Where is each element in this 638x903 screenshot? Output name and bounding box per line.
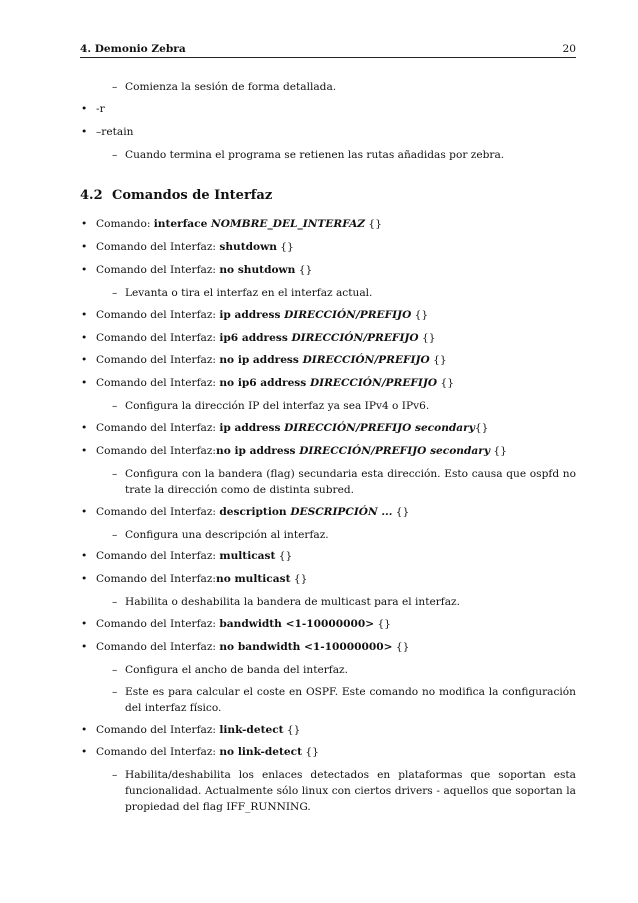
item-prefix: Comando del Interfaz: xyxy=(96,377,220,390)
sub-item xyxy=(80,595,576,611)
command-argument: NOMBRE_DEL_INTERFAZ xyxy=(211,218,366,231)
dash-icon: – xyxy=(112,685,118,698)
item-prefix: Comando: xyxy=(96,218,154,231)
command-argument: DIRECCIÓN/PREFIJO xyxy=(291,331,419,344)
command-keyword: interface xyxy=(153,218,212,231)
item-suffix: {} xyxy=(392,505,410,518)
command-argument: DIRECCIÓN/PREFIJO secondary xyxy=(284,422,475,435)
item-text: -r xyxy=(96,102,105,115)
item-prefix: Comando del Interfaz: xyxy=(96,331,220,344)
item-suffix: {} xyxy=(295,263,313,276)
item-prefix: Comando del Interfaz: xyxy=(96,573,216,586)
item-prefix: Comando del Interfaz: xyxy=(96,505,220,518)
command-keyword: no ip address xyxy=(216,444,300,457)
item-prefix: Comando del Interfaz: xyxy=(96,640,220,653)
command-keyword: no bandwidth <1-10000000> xyxy=(219,640,393,653)
bullet-icon: • xyxy=(81,240,88,253)
sub-item-text: Configura el ancho de banda del interfaz. xyxy=(125,663,348,676)
dash-icon: – xyxy=(112,528,118,541)
list-item xyxy=(80,505,576,521)
sub-item xyxy=(80,467,576,499)
list-item xyxy=(80,572,576,588)
command-keyword: ip address xyxy=(219,422,285,435)
dash-icon: – xyxy=(112,596,118,609)
command-argument: DIRECCIÓN/PREFIJO xyxy=(309,377,438,390)
dash-icon: – xyxy=(112,400,118,413)
dash-icon: – xyxy=(112,663,118,676)
sub-item-text: Cuando termina el programa se retienen las rutas añadidas por zebra. xyxy=(125,148,505,161)
command-keyword: shutdown xyxy=(219,240,277,253)
page-content xyxy=(80,80,576,822)
item-suffix: {} xyxy=(365,218,382,231)
sub-item xyxy=(80,148,576,164)
list-item xyxy=(80,331,576,347)
option-list xyxy=(80,80,576,164)
sub-item-text: Este es para calcular el coste en OSPF. Este comando no modifica la configuración del interfaz físico. xyxy=(125,685,576,714)
list-item xyxy=(80,263,576,279)
dash-icon: – xyxy=(112,148,118,161)
sub-item-text: Comienza la sesión de forma detallada. xyxy=(125,81,337,93)
dash-icon: – xyxy=(112,286,118,299)
command-argument: DIRECCIÓN/PREFIJO xyxy=(302,354,430,367)
item-suffix: {} xyxy=(275,550,293,563)
bullet-icon: • xyxy=(81,550,88,563)
command-keyword: no shutdown xyxy=(219,263,296,276)
list-item xyxy=(80,240,576,256)
bullet-icon: • xyxy=(81,218,88,231)
command-keyword: description xyxy=(219,505,291,518)
list-item xyxy=(80,640,576,656)
section-heading xyxy=(80,186,576,206)
item-suffix: {} xyxy=(437,377,454,390)
list-item xyxy=(80,308,576,324)
sub-item-text: Habilita/deshabilita los enlaces detectados en plataformas que soportan esta funcionalidad. Actualmente sólo linux con ciertos drivers - aquellos que soportan la propiedad del flag IFF_RUNNING. xyxy=(125,769,576,814)
list-item xyxy=(80,549,576,565)
command-keyword: no link-detect xyxy=(219,746,302,759)
sub-item-text: Configura con la bandera (flag) secundaria esta dirección. Esto causa que ospfd no trate la dirección como de distinta subred. xyxy=(125,467,576,496)
command-keyword: no multicast xyxy=(216,573,291,586)
list-item xyxy=(80,421,576,437)
command-keyword: link-detect xyxy=(219,723,284,736)
command-argument: DESCRIPCIÓN ... xyxy=(290,505,393,518)
item-prefix: Comando del Interfaz: xyxy=(96,550,220,563)
bullet-icon: • xyxy=(81,263,88,276)
item-suffix: {} xyxy=(302,746,319,759)
command-argument: DIRECCIÓN/PREFIJO secondary xyxy=(299,444,491,457)
section-title: Comandos de Interfaz xyxy=(112,187,273,203)
bullet-icon: • xyxy=(81,377,88,390)
command-keyword: multicast xyxy=(219,550,276,563)
dash-icon: – xyxy=(112,769,118,782)
item-suffix: {} xyxy=(290,573,308,586)
sub-item-text: Habilita o deshabilita la bandera de multicast para el interfaz. xyxy=(125,596,460,609)
item-suffix: {} xyxy=(276,240,294,253)
sub-item xyxy=(80,80,576,96)
bullet-icon: • xyxy=(81,422,88,435)
sub-item-text: Levanta o tira el interfaz en el interfaz actual. xyxy=(125,286,373,299)
bullet-icon: • xyxy=(81,640,88,653)
item-suffix: {} xyxy=(392,640,410,653)
sub-item xyxy=(80,399,576,415)
sub-item xyxy=(80,685,576,717)
list-item xyxy=(80,217,576,233)
item-prefix: Comando del Interfaz: xyxy=(96,618,220,631)
item-suffix: {} xyxy=(490,444,507,457)
sub-item-text: Configura una descripción al interfaz. xyxy=(125,528,329,541)
sub-item xyxy=(80,528,576,544)
item-prefix: Comando del Interfaz: xyxy=(96,723,220,736)
item-suffix: {} xyxy=(429,354,447,367)
command-keyword: no ip address xyxy=(219,354,303,367)
list-item xyxy=(80,617,576,633)
command-keyword: ip6 address xyxy=(219,331,292,344)
command-keyword: bandwidth <1-10000000> xyxy=(219,618,375,631)
list-item xyxy=(80,444,576,460)
running-header xyxy=(80,42,576,58)
list-item xyxy=(80,376,576,392)
command-argument: DIRECCIÓN/PREFIJO xyxy=(284,308,412,321)
bullet-icon: • xyxy=(81,125,88,138)
sub-item xyxy=(80,286,576,302)
bullet-icon: • xyxy=(81,331,88,344)
page-number: 20 xyxy=(562,43,576,55)
sub-item xyxy=(80,663,576,679)
item-prefix: Comando del Interfaz: xyxy=(96,746,220,759)
item-suffix: {} xyxy=(411,308,429,321)
bullet-icon: • xyxy=(81,573,88,586)
bullet-icon: • xyxy=(81,354,88,367)
sub-item-text: Configura la dirección IP del interfaz ya sea IPv4 o IPv6. xyxy=(125,400,430,413)
list-item xyxy=(80,723,576,739)
bullet-icon: • xyxy=(81,102,88,115)
command-keyword: no ip6 address xyxy=(219,377,310,390)
sub-item xyxy=(80,768,576,816)
command-list xyxy=(80,217,576,816)
dash-icon: – xyxy=(112,467,118,480)
item-prefix: Comando del Interfaz: xyxy=(96,263,220,276)
bullet-icon: • xyxy=(81,618,88,631)
command-keyword: ip address xyxy=(219,308,285,321)
list-item xyxy=(80,353,576,369)
item-suffix: {} xyxy=(374,618,391,631)
chapter-title: 4. Demonio Zebra xyxy=(80,43,186,55)
list-item xyxy=(80,102,576,118)
item-suffix: {} xyxy=(283,723,301,736)
bullet-icon: • xyxy=(81,308,88,321)
bullet-icon: • xyxy=(81,746,88,759)
list-item xyxy=(80,745,576,761)
item-prefix: Comando del Interfaz: xyxy=(96,354,220,367)
item-text: –retain xyxy=(96,125,134,138)
section-number: 4.2 xyxy=(80,187,103,203)
dash-icon: – xyxy=(112,81,118,93)
bullet-icon: • xyxy=(81,444,88,457)
item-prefix: Comando del Interfaz: xyxy=(96,240,220,253)
bullet-icon: • xyxy=(81,723,88,736)
list-item xyxy=(80,125,576,141)
item-prefix: Comando del Interfaz: xyxy=(96,422,220,435)
item-prefix: Comando del Interfaz: xyxy=(96,308,220,321)
item-suffix: {} xyxy=(474,422,489,435)
item-suffix: {} xyxy=(418,331,436,344)
bullet-icon: • xyxy=(81,505,88,518)
item-prefix: Comando del Interfaz: xyxy=(96,444,216,457)
